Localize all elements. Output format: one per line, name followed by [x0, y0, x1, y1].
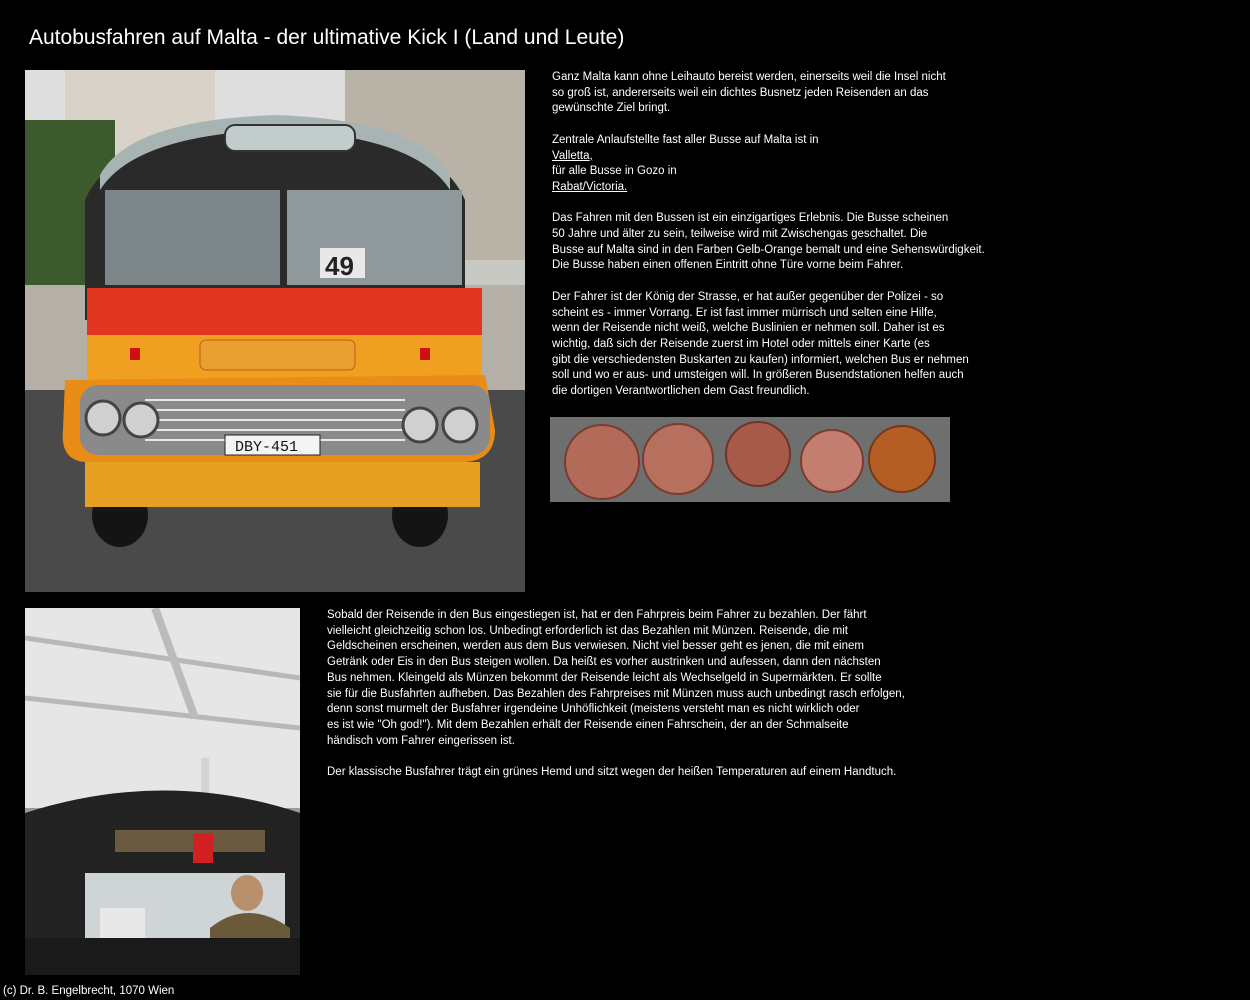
- paragraph-classic-driver: [327, 765, 967, 781]
- text-line: gewünschte Ziel bringt.: [552, 102, 671, 115]
- payment-text: [327, 608, 967, 796]
- text-line: Sobald der Reisende in den Bus eingestiegen ist, hat er den Fahrpreis beim Fahrer zu bezahlen. Der fährt: [327, 609, 867, 621]
- page-title: Autobusfahren auf Malta - der ultimative Kick I (Land und Leute): [29, 26, 625, 49]
- text-line: sie für die Busfahrten aufheben. Das Bezahlen des Fahrpreises mit Münzen muss auch unbedingt rasch erfolgen,: [327, 687, 905, 700]
- text-line: Getränk oder Eis in den Bus steigen wollen. Da heißt es vorher austrinken und aufessen, dann den nächsten: [327, 656, 881, 669]
- link-rabat-victoria[interactable]: Rabat/Victoria.: [552, 180, 628, 193]
- text-line: es ist wie "Oh god!"). Mit dem Bezahlen erhält der Reisende einen Fahrschein, der an der Schmalseite: [327, 718, 849, 731]
- text-line: soll und wo er aus- und umsteigen will. In größeren Busendstationen helfen auch: [552, 369, 964, 382]
- text-line: händisch vom Fahrer eingerissen ist.: [327, 734, 515, 747]
- text-line: Bus nehmen. Kleingeld als Münzen bekommt der Reisende leicht als Wechselgeld in Supermärkten. Er sollte: [327, 671, 882, 684]
- text-line: vielleicht gleichzeitig schon los. Unbedingt erforderlich ist das Bezahlen mit Münzen. Reisende, die mit: [327, 624, 848, 637]
- text-line: wichtig, daß sich der Reisende zuerst im Hotel oder mittels einer Karte (es: [552, 337, 930, 350]
- text-line: Die Busse haben einen offenen Eintritt ohne Türe vorne beim Fahrer.: [552, 259, 904, 272]
- intro-text: [552, 70, 1022, 415]
- paragraph-payment: [327, 608, 967, 749]
- text-line: für alle Busse in Gozo in: [552, 165, 677, 178]
- text-line: Ganz Malta kann ohne Leihauto bereist werden, einerseits weil die Insel nicht: [552, 71, 946, 83]
- text-line: wenn der Reisende nicht weiß, welche Buslinien er nehmen soll. Daher ist es: [552, 322, 945, 335]
- paragraph-experience: [552, 211, 1022, 274]
- text-line: scheint es - immer Vorrang. Er ist fast immer mürrisch und selten eine Hilfe,: [552, 306, 937, 319]
- bus-interior-photo: [25, 608, 300, 975]
- route-number: 49: [325, 251, 354, 281]
- text-line: Geldscheinen erscheinen, werden aus dem Bus verwiesen. Nicht viel besser geht es jenen, die mit einem: [327, 640, 864, 653]
- link-valletta[interactable]: Valletta,: [552, 149, 593, 162]
- copyright-footer: (c) Dr. B. Engelbrecht, 1070 Wien: [3, 985, 175, 997]
- paragraph-driver: [552, 290, 1022, 400]
- text-line: die dortigen Verantwortlichen dem Gast freundlich.: [552, 385, 810, 398]
- paragraph-intro: [552, 70, 1022, 117]
- text-line: so groß ist, andererseits weil ein dichtes Busnetz jeden Reisenden an das: [552, 86, 929, 99]
- text-line: denn sonst murmelt der Busfahrer irgendeine Unhöflichkeit (meistens versteht man es nicht wirklich oder: [327, 703, 860, 716]
- text-line: Zentrale Anlaufstellte fast aller Busse auf Malta ist in: [552, 133, 819, 146]
- paragraph-stations: [552, 133, 1022, 196]
- license-plate: DBY-451: [235, 439, 299, 456]
- text-line: 50 Jahre und älter zu sein, teilweise wird mit Zwischengas geschaltet. Die: [552, 228, 928, 240]
- coins-photo: [550, 417, 950, 502]
- text-line: Der klassische Busfahrer trägt ein grünes Hemd und sitzt wegen der heißen Temperaturen auf einem Handtuch.: [327, 766, 897, 779]
- bus-photo: [25, 70, 525, 592]
- text-line: Der Fahrer ist der König der Strasse, er hat außer gegenüber der Polizei - so: [552, 290, 944, 303]
- text-line: Das Fahren mit den Bussen ist ein einzigartiges Erlebnis. Die Busse scheinen: [552, 212, 949, 225]
- text-line: gibt die verschiedensten Buskarten zu kaufen) informiert, welchen Bus er nehmen: [552, 353, 969, 366]
- text-line: Busse auf Malta sind in den Farben Gelb-Orange bemalt und eine Sehenswürdigkeit.: [552, 243, 985, 256]
